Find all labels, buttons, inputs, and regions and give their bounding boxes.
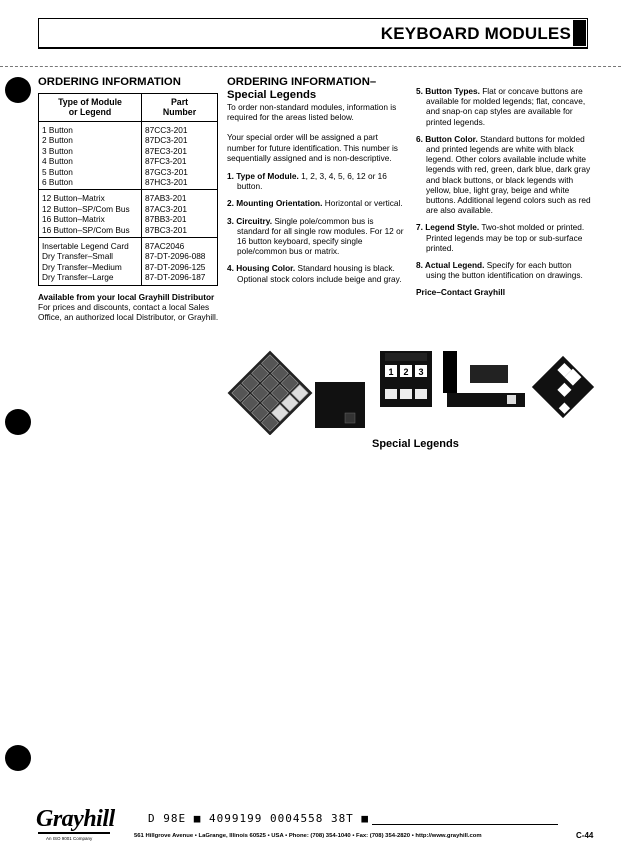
module-type-cell: Dry Transfer–Small bbox=[39, 251, 142, 261]
dashed-divider bbox=[0, 66, 621, 67]
header-bar bbox=[573, 20, 586, 46]
table-row bbox=[39, 135, 218, 145]
special-heading-1: ORDERING INFORMATION– bbox=[227, 76, 377, 88]
module-type-cell: 3 Button bbox=[39, 146, 142, 156]
left-column bbox=[38, 76, 222, 322]
right-column bbox=[416, 86, 592, 298]
punch-hole bbox=[5, 409, 31, 435]
key-label-2: 2 bbox=[403, 367, 409, 377]
module-type-cell: 12 Button–Matrix bbox=[39, 190, 142, 204]
part-number-cell: 87DC3-201 bbox=[145, 135, 188, 146]
part-number-cell: 87-DT-2096-125 bbox=[145, 261, 206, 272]
grayhill-logo: Grayhill bbox=[36, 806, 115, 832]
module-type-cell: Dry Transfer–Medium bbox=[39, 262, 142, 272]
special-heading-2: Special Legends bbox=[227, 89, 317, 101]
module-type-cell: 16 Button–Matrix bbox=[39, 214, 142, 224]
middle-spec-item: 3. Circuitry. Single pole/common bus is standard for all single row modules. For 12 or 16 button keyboard, specify single pole/common bus or matrix. bbox=[227, 215, 404, 257]
table-header-part: Part Number bbox=[142, 94, 218, 122]
ordering-table bbox=[38, 93, 218, 286]
table-row bbox=[39, 251, 218, 261]
key-label-1: 1 bbox=[388, 367, 394, 377]
part-number-cell: 87-DT-2096-088 bbox=[145, 251, 206, 262]
part-number-text: Your special order will be assigned a part number for future identification. This number is sequentially assigned and is non-descriptive. bbox=[227, 132, 398, 163]
part-number-cell: 87-DT-2096-187 bbox=[145, 272, 206, 283]
page-number: C-44 bbox=[576, 831, 594, 840]
part-number-cell: 87GC3-201 bbox=[145, 166, 188, 177]
part-number-cell: 87CC3-201 bbox=[145, 125, 188, 135]
figure-caption: Special Legends bbox=[372, 438, 459, 450]
available-text: For prices and discounts, contact a local Sales Office, an authorized local Distributor, or Grayhill. bbox=[38, 301, 219, 322]
single-button-module bbox=[443, 351, 457, 393]
part-number-cell: 87FC3-201 bbox=[145, 156, 187, 167]
right-spec-item: 5. Button Types. Flat or concave buttons are available for molded legends; flat, concave, and snap-on cap styles are available for printed legends. bbox=[416, 86, 586, 127]
table-row bbox=[39, 225, 218, 238]
punch-hole bbox=[5, 745, 31, 771]
price-text: Price–Contact Grayhill bbox=[416, 287, 505, 298]
table-row bbox=[39, 272, 218, 285]
module-type-cell: 4 Button bbox=[39, 156, 142, 166]
table-row bbox=[39, 190, 218, 204]
part-number-cell: 87BC3-201 bbox=[142, 225, 218, 238]
module-type-cell: 12 Button–SP/Com Bus bbox=[39, 204, 142, 214]
table-row bbox=[39, 177, 218, 190]
table-row bbox=[39, 122, 218, 136]
barcode-text: D 98E ■ 4099199 0004558 38T ■ bbox=[148, 812, 370, 825]
black-module bbox=[315, 382, 365, 428]
table-row bbox=[39, 156, 218, 166]
available-heading: Available from your local Grayhill Distributor bbox=[38, 291, 215, 302]
special-legends-photo bbox=[225, 345, 595, 435]
footer-rule bbox=[372, 824, 558, 825]
logo-underline bbox=[38, 832, 110, 834]
punch-hole bbox=[5, 77, 31, 103]
part-number-cell: 87AB3-201 bbox=[145, 193, 187, 204]
keypad-16-button bbox=[228, 351, 313, 435]
table-row bbox=[39, 262, 218, 272]
module-type-cell: 6 Button bbox=[39, 177, 142, 190]
keypad-3-button bbox=[532, 356, 594, 418]
module-type-cell: 16 Button–SP/Com Bus bbox=[39, 225, 142, 238]
logo-tagline: An ISO 9001 Company bbox=[46, 836, 93, 841]
right-spec-item: 8. Actual Legend. Specify for each button using the button identification on drawings. bbox=[416, 260, 583, 281]
table-row bbox=[39, 214, 218, 224]
footer-address: 561 Hillgrove Avenue • LaGrange, Illinois 60525 • USA • Phone: (708) 354-1040 • Fax: (708) 354-2820 • http://www.grayhill.com bbox=[134, 833, 482, 839]
module-type-cell: 5 Button bbox=[39, 167, 142, 177]
ordering-heading: ORDERING INFORMATION bbox=[38, 76, 181, 88]
intro-text: To order non-standard modules, information is required for the areas listed below. bbox=[227, 102, 397, 123]
right-spec-item: 6. Button Color. Standard buttons for molded and printed legends are white with black legend. Other colors available include white legends with red, green, dark blue, dark gray and black buttons, or black legends with yellow, blue, light gray, beige and white buttons. Additional legend colors such as red are also available. bbox=[416, 133, 591, 216]
middle-spec-item: 4. Housing Color. Standard housing is black. Optional stock colors include beige and gray. bbox=[227, 263, 402, 284]
middle-spec-item: 1. Type of Module. 1, 2, 3, 4, 5, 6, 12 or 16 button. bbox=[227, 171, 387, 192]
module-type-cell: 1 Button bbox=[39, 122, 142, 136]
module-type-cell: Dry Transfer–Large bbox=[39, 272, 142, 285]
page-title: KEYBOARD MODULES bbox=[380, 24, 571, 43]
middle-spec-item: 2. Mounting Orientation. Horizontal or vertical. bbox=[227, 198, 403, 209]
footer bbox=[0, 798, 621, 850]
part-number-cell: 87EC3-201 bbox=[145, 145, 187, 156]
table-row bbox=[39, 204, 218, 214]
table-row bbox=[39, 167, 218, 177]
table-header-type: Type of Module or Legend bbox=[39, 94, 142, 122]
part-number-cell: 87AC2046 bbox=[145, 241, 185, 252]
bar-module bbox=[470, 365, 508, 383]
key-label-3: 3 bbox=[418, 367, 424, 377]
part-number-cell: 87BB3-201 bbox=[145, 214, 187, 225]
right-spec-item: 7. Legend Style. Two-shot molded or printed. Printed legends may be top or sub-surface printed. bbox=[416, 222, 585, 253]
part-number-cell: 87AC3-201 bbox=[145, 203, 187, 214]
middle-column bbox=[227, 76, 407, 291]
part-number-cell: 87HC3-201 bbox=[142, 177, 218, 190]
table-row bbox=[39, 146, 218, 156]
module-type-cell: 2 Button bbox=[39, 135, 142, 145]
module-type-cell: Insertable Legend Card bbox=[39, 238, 142, 252]
table-row bbox=[39, 238, 218, 252]
